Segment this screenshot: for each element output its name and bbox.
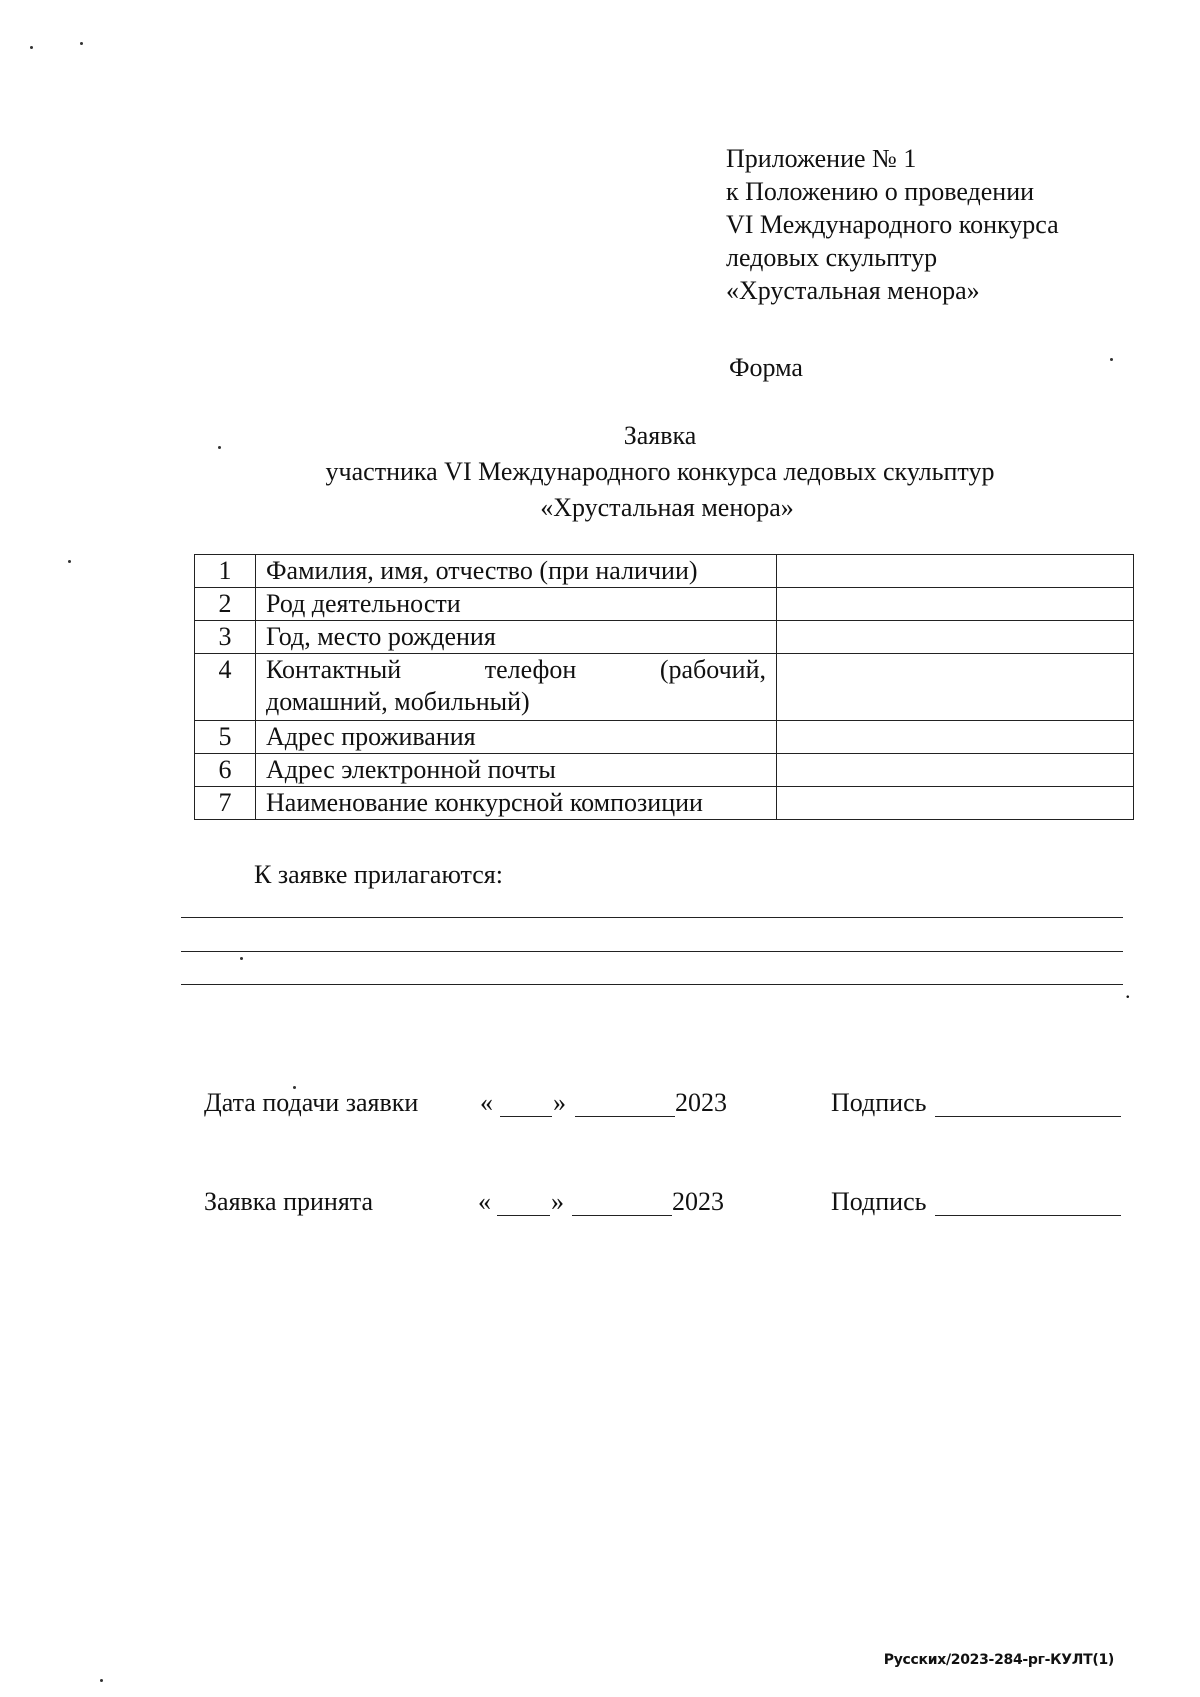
- submission-label: Дата подачи заявки: [204, 1088, 419, 1117]
- year-text: 2023: [672, 1187, 724, 1216]
- submission-row: [0, 1088, 1200, 1128]
- day-blank[interactable]: [497, 1187, 550, 1216]
- accepted-label: Заявка принята: [204, 1187, 373, 1216]
- row-number: 4: [195, 654, 256, 721]
- table-row: [195, 721, 1134, 754]
- row-value-field[interactable]: [777, 588, 1134, 621]
- row-label: Наименование конкурсной композиции: [256, 787, 777, 820]
- table-row: [195, 654, 1134, 721]
- attachment-line-3[interactable]: [181, 984, 1123, 985]
- row-label: [256, 654, 777, 721]
- quote-open: «: [480, 1088, 493, 1117]
- appendix-line: «Хрустальная менора»: [726, 276, 980, 305]
- title-line-1: Заявка: [623, 421, 697, 450]
- document-title: [0, 418, 1200, 526]
- row-number: 5: [195, 721, 256, 754]
- day-blank[interactable]: [500, 1088, 552, 1117]
- row-number: 6: [195, 754, 256, 787]
- signature-line[interactable]: [935, 1116, 1121, 1117]
- row-label-word: (рабочий,: [659, 655, 766, 684]
- row-number: 2: [195, 588, 256, 621]
- row-value-field[interactable]: [777, 787, 1134, 820]
- row-value-field[interactable]: [777, 555, 1134, 588]
- appendix-line: VI Международного конкурса: [726, 210, 1059, 239]
- scan-speck: [68, 560, 71, 563]
- scan-speck: [240, 957, 243, 960]
- signature-label: Подпись: [831, 1187, 927, 1216]
- quote-open: «: [478, 1187, 491, 1216]
- table-row: [195, 588, 1134, 621]
- row-label-word: телефон: [484, 655, 577, 684]
- appendix-line: к Положению о проведении: [726, 177, 1035, 206]
- table-row: [195, 621, 1134, 654]
- title-line-3: «Хрустальная менора»: [540, 493, 794, 522]
- row-number: 3: [195, 621, 256, 654]
- attachments-label: К заявке прилагаются:: [254, 860, 503, 889]
- table-row: [195, 555, 1134, 588]
- scan-speck: [30, 46, 33, 49]
- row-label: Год, место рождения: [256, 621, 777, 654]
- accepted-row: [0, 1187, 1200, 1227]
- row-value-field[interactable]: [777, 721, 1134, 754]
- row-value-field[interactable]: [777, 654, 1134, 721]
- year-text: 2023: [675, 1088, 727, 1117]
- row-label-line-1: [266, 654, 766, 686]
- signature-line[interactable]: [935, 1215, 1121, 1216]
- table-row: [195, 787, 1134, 820]
- scan-speck: [80, 42, 83, 45]
- quote-close: »: [553, 1088, 566, 1117]
- row-number: 1: [195, 555, 256, 588]
- row-label: Фамилия, имя, отчество (при наличии): [256, 555, 777, 588]
- month-blank[interactable]: [572, 1187, 672, 1216]
- form-label: Форма: [729, 353, 803, 382]
- scan-speck: [1110, 358, 1113, 361]
- title-line-2: участника VI Международного конкурса ледовых скульптур: [325, 457, 995, 486]
- application-table: [194, 554, 1134, 820]
- row-value-field[interactable]: [777, 754, 1134, 787]
- table-row: [195, 754, 1134, 787]
- attachment-line-1[interactable]: [181, 917, 1123, 918]
- attachments-end-mark: .: [1125, 978, 1131, 1003]
- row-label-word: Контактный: [266, 655, 402, 684]
- row-value-field[interactable]: [777, 621, 1134, 654]
- row-label-line-2: домашний, мобильный): [266, 687, 530, 716]
- signature-label: Подпись: [831, 1088, 927, 1117]
- row-number: 7: [195, 787, 256, 820]
- month-blank[interactable]: [575, 1088, 675, 1117]
- document-reference: Русских/2023-284-рг-КУЛТ(1): [883, 1652, 1114, 1668]
- row-label: Род деятельности: [256, 588, 777, 621]
- quote-close: »: [551, 1187, 564, 1216]
- scan-speck: [100, 1679, 103, 1682]
- appendix-header: [726, 142, 1059, 307]
- attachment-line-2[interactable]: [181, 951, 1123, 952]
- appendix-line: Приложение № 1: [726, 144, 917, 173]
- row-label: Адрес проживания: [256, 721, 777, 754]
- appendix-line: ледовых скульптур: [726, 243, 938, 272]
- row-label: Адрес электронной почты: [256, 754, 777, 787]
